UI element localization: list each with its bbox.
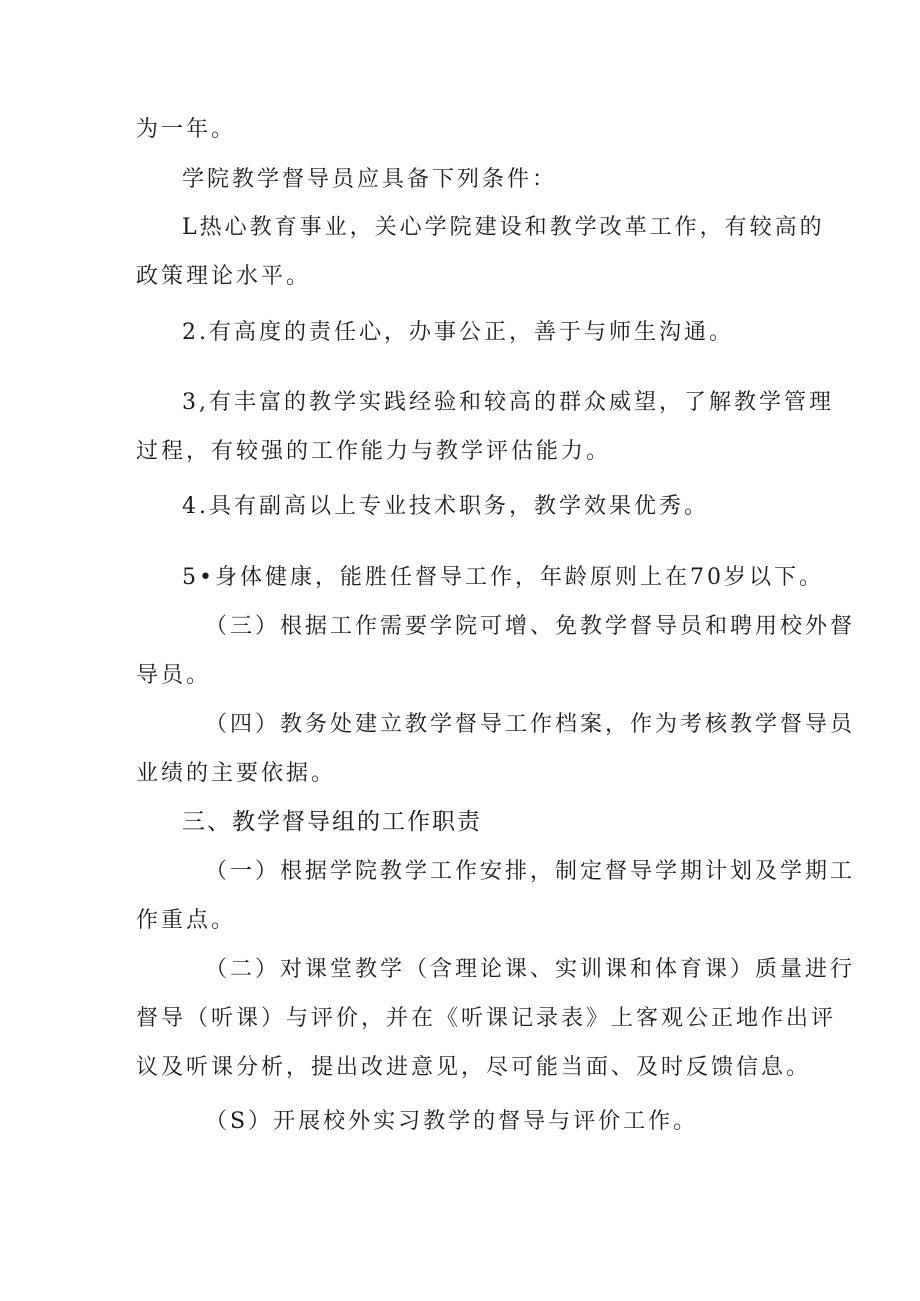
text-line: 导员。	[136, 663, 212, 688]
text-line: 议及听课分析，提出改进意见，尽可能当面、及时反馈信息。	[136, 1055, 812, 1080]
text-line: 过程，有较强的工作能力与教学评估能力。	[136, 439, 612, 464]
text-line: 政策理论水平。	[136, 264, 312, 289]
section-heading: 三、教学督导组的工作职责	[182, 809, 482, 835]
text-line: （三）根据工作需要学院可增、免教学督导员和聘用校外督	[205, 614, 856, 639]
text-line: 4.具有副高以上专业技术职务，教学效果优秀。	[182, 494, 709, 519]
text-line: 为一年。	[136, 117, 237, 142]
text-line: 2.有高度的责任心，办事公正，善于与师生沟通。	[182, 320, 734, 345]
text-line: （二）对课堂教学（含理论课、实训课和体育课）质量进行	[205, 957, 856, 982]
text-line: 3,有丰富的教学实践经验和较高的群众威望，了解教学管理	[182, 390, 834, 415]
text-line: 业绩的主要依据。	[136, 761, 337, 786]
text-line: 5•身体健康，能胜任督导工作，年龄原则上在70岁以下。	[182, 565, 824, 590]
text-line: （四）教务处建立教学督导工作档案，作为考核教学督导员	[205, 712, 856, 737]
text-line: L热心教育事业，关心学院建设和教学改革工作，有较高的	[182, 215, 825, 240]
text-line: 督导（听课）与评价，并在《听课记录表》上客观公正地作出评	[136, 1006, 837, 1031]
text-line: （一）根据学院教学工作安排，制定督导学期计划及学期工	[205, 859, 856, 884]
text-line: 学院教学督导员应具备下列条件：	[182, 167, 558, 192]
text-line: （S）开展校外实习教学的督导与评价工作。	[205, 1109, 699, 1134]
text-line: 作重点。	[136, 908, 237, 933]
